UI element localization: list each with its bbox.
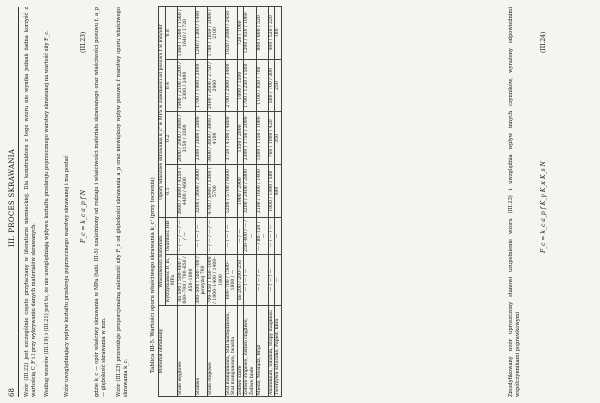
cell-mat: Tworzywa sztuczne, Papier, fibra bbox=[275, 306, 282, 397]
cell-f2: 2300 / 1750 / 2000 bbox=[244, 112, 256, 165]
equation-iii23: F_c = k_c a_p f N bbox=[80, 190, 87, 243]
cell-hb: — bbox=[275, 218, 282, 255]
paragraph-5: Wzór (III.23) przewiduje proporcjonalną zależność siły F_c od głębokości skrawania a_p oraz niewiększy wpływ posuwu f warstwy oporu właściwego skrawania k_c. bbox=[116, 7, 129, 397]
cell-f4: 1200 / 920 / 1060 bbox=[244, 7, 256, 60]
cell-f1: 5200 / 5700 / 6600 bbox=[225, 165, 237, 218]
col-material: Materiał obrabiany bbox=[159, 306, 178, 397]
cell-f3: 1900 / 2100 / 2200 / 2300 / 2400 bbox=[177, 59, 195, 112]
table-row bbox=[195, 7, 207, 397]
cell-rm: do 500 / 500–600 / 600–700 / 700–850 / 850–1000 bbox=[177, 256, 194, 304]
cell-f3: 1700 / 1250 / 1500 bbox=[244, 59, 256, 112]
cell-f2: 2300 / 2600 / 2800 bbox=[195, 112, 207, 165]
page-number: 68 bbox=[8, 388, 16, 397]
cell-mat: Aluminium, Silumin, Stopy magnezu bbox=[268, 306, 275, 397]
cell-mat: Miedź, Mosiądz, Brąz bbox=[256, 306, 268, 397]
equation-iii24: F_c = k_c a_p f K_γ K_κ K_s N bbox=[540, 161, 547, 253]
cell-f4: 1240 / 1360 / 1440 bbox=[195, 7, 207, 60]
equation-number-iii24: (III.24) bbox=[540, 31, 547, 53]
cell-f2: 3400 / 3600 / 3800 / 4100 bbox=[207, 112, 225, 165]
cell-f4: 720 / 1060 bbox=[237, 7, 244, 60]
table-caption: Tablica III-5. Wartości oporu właściwego skrawania k_c' (przy toczeniu) bbox=[150, 177, 156, 373]
paragraph-1: Wzór (III.22) jest szczególnie często przytaczany w literaturze niemieckiej. Dla konstruktora z tego wzoru nie wynika jednak żadna korzyść z wartością C_F i l przy wykrywaniu danych materiałów skrawanych. bbox=[24, 7, 37, 397]
table-row bbox=[268, 7, 275, 397]
cell-f2: 1500 / 1150 / 1000 bbox=[256, 112, 268, 165]
cell-f3: 1000 / 1500 bbox=[237, 59, 244, 112]
cell-rm: 300–500 / 500–700 / powyżej 700 bbox=[195, 256, 207, 304]
cell-hb: — / — / — bbox=[268, 218, 275, 255]
col-group-resistance: Opory właściwe skrawania k_c' w MPa w zależności od posuwu f w mm/obr bbox=[159, 7, 166, 218]
col-f2: 0.2 bbox=[165, 112, 177, 165]
cell-f2: 760 / 1000 / 420 bbox=[268, 112, 275, 165]
cell-f2: 1350 / 2000 bbox=[237, 112, 244, 165]
cell-f4: 1360 / 1500 / 1560 / 1640 / 1720 bbox=[177, 7, 195, 60]
cell-hb: — / — / — / — / — bbox=[177, 218, 195, 255]
col-hb: twardość HB bbox=[165, 218, 177, 255]
cell-hb: 250–400 / — / — bbox=[244, 218, 256, 255]
cell-rm: — / — / — bbox=[268, 255, 275, 306]
cell-f2: 3750 / 4100 / 4800 bbox=[225, 112, 237, 165]
cell-f3: 560 / 700 / 300 bbox=[268, 59, 275, 112]
cell-hb: — / — / — bbox=[195, 218, 207, 255]
cell-f1: 2100 / 1600 / 1400 bbox=[256, 165, 268, 218]
cell-rm: — / — / — bbox=[256, 255, 268, 306]
table-row bbox=[244, 7, 256, 397]
paragraph-2: Według wzorów (III.19) i (III.21) jest to, że nie uwzględniają wpływu kształtu przekroju poprzecznego warstwy skrawanej na wartość siły F_c. bbox=[44, 30, 50, 397]
cell-mat: Stal manganowa, Stal narzędziowa, Stal manganowa, twarda bbox=[225, 306, 237, 397]
cell-f1: 3200 / 3600 / 3900 bbox=[195, 165, 207, 218]
cell-f4: 1780 / 1850 / 2000 / 2100 bbox=[207, 7, 225, 60]
col-rm: wytrzymałość R_m, MPa bbox=[165, 255, 177, 306]
cell-f2: 2600 / 2900 / 3000 / 3150 / 3300 bbox=[177, 112, 195, 165]
col-group-properties: Właściwości materiału bbox=[159, 218, 166, 306]
col-f4: 0.8 bbox=[165, 7, 177, 60]
header-rule bbox=[18, 7, 19, 397]
cell-mat: Stale stopowe bbox=[207, 306, 225, 397]
col-f1: 0.1 bbox=[165, 165, 177, 218]
cell-mat: Żeliwo stopowe, Żeliwo ciągliwe, Żeliwo białe bbox=[244, 306, 256, 397]
cell-rm: 700–850 / 850–1000 / 1000–1400 / 1400–1800 bbox=[207, 256, 224, 304]
cell-rm: — bbox=[275, 255, 282, 306]
table-row bbox=[275, 7, 282, 397]
cell-f3: 250 bbox=[275, 59, 282, 112]
paragraph-6: Zmodyfikowany wzór uproszczony stanowi uzupełnienie wzoru (III.23) i uwzględnia wpływ innych czynników, wyrażony odpowiednimi współczynnikami poprawkowymi bbox=[508, 7, 521, 397]
cell-f1: 3600 / 3600 / 4250 / 4400 / 4600 bbox=[177, 165, 195, 218]
cell-f4: 180 bbox=[275, 7, 282, 60]
cell-f1: 480 bbox=[275, 165, 282, 218]
paragraph-4: gdzie k_c — opór właściwy skrawania w MPa (tabl. III-5) uzależniony od rodzaju i właściwości materiału skrawanego oraz właściwości posuwu f, a_p — głębokość skrawania w mm. bbox=[94, 7, 107, 397]
cell-f1: 4700 / 5000 / 5300 / 5700 bbox=[207, 165, 225, 218]
table-row bbox=[207, 7, 225, 397]
cell-f4: 400 / 520 / 220 bbox=[268, 7, 275, 60]
cell-f1: 1000 / 1400 / 580 bbox=[268, 165, 275, 218]
cell-f2: 350 bbox=[275, 112, 282, 165]
cell-hb: — / — / — bbox=[225, 218, 237, 255]
cell-f4: 1920 / 2080 / 2450 bbox=[225, 7, 237, 60]
cell-mat: Żeliwo szare bbox=[237, 306, 244, 397]
section-title: III. PROCES SKRAWANIA bbox=[8, 148, 16, 247]
cell-rm: 600–700 / 1500–1800 / — bbox=[225, 255, 237, 306]
equation-number-iii23: (III.23) bbox=[80, 31, 87, 53]
table-row bbox=[256, 7, 268, 397]
table-row bbox=[177, 7, 195, 397]
resistance-table bbox=[158, 6, 282, 397]
cell-f3: 1100 / 850 / 700 bbox=[256, 59, 268, 112]
cell-f1: 1900 / 2900 bbox=[237, 165, 244, 218]
col-f3: 0.4 bbox=[165, 59, 177, 112]
cell-mat: Staliwo bbox=[195, 306, 207, 397]
cell-hb: — / 80–120 / — bbox=[256, 218, 268, 255]
cell-rm: do 200 / 200–250 bbox=[237, 255, 244, 306]
cell-hb: — / — / — / — bbox=[207, 218, 225, 255]
cell-f3: 1700 / 1900 / 2000 bbox=[195, 59, 207, 112]
table-row bbox=[237, 7, 244, 397]
cell-f3: 2700 / 2900 / 3400 bbox=[225, 59, 237, 112]
table-body bbox=[177, 7, 281, 397]
table-row bbox=[225, 7, 237, 397]
paragraph-3: Wzór uwzględniający wpływ kształtu przekroju poprzecznego warstwy skrawanej i ma postać bbox=[64, 155, 70, 397]
cell-f1: 3200 / 2400 / 2800 bbox=[244, 165, 256, 218]
cell-hb: — / — bbox=[237, 218, 244, 255]
cell-mat: Stale węglowe bbox=[177, 306, 195, 397]
cell-f3: 2400 / 2600 / 2750 / 2900 bbox=[207, 59, 225, 112]
cell-f4: 800 / 600 / 520 bbox=[256, 7, 268, 60]
cell-rm: — / — / — bbox=[244, 255, 256, 306]
